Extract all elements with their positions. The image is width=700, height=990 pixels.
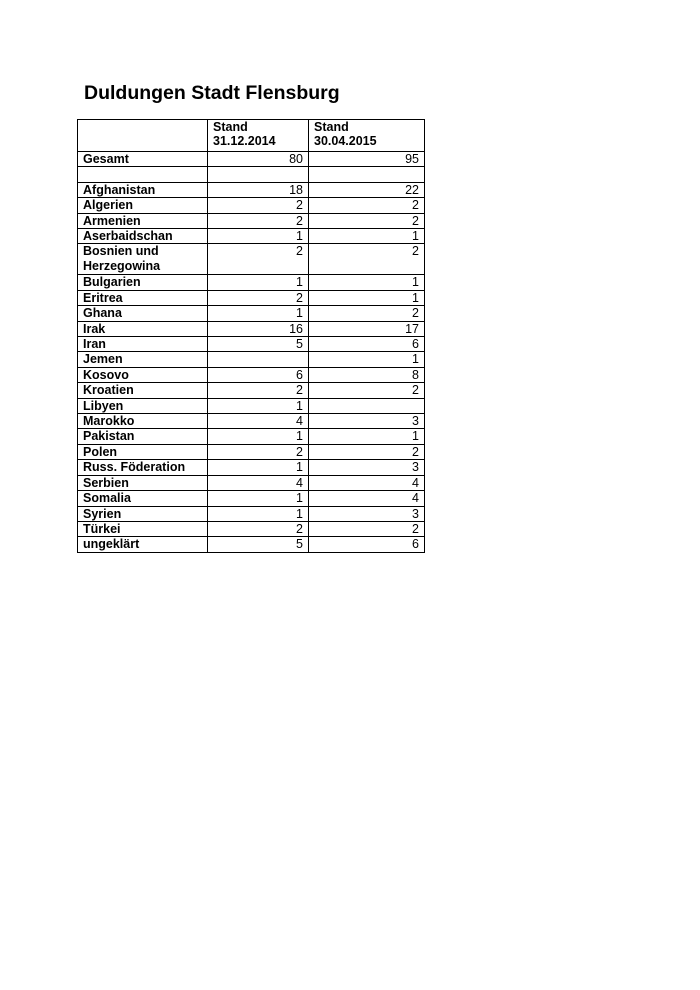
value-2015: 2 [309,306,425,321]
value-2015: 1 [309,429,425,444]
spacer-row [78,167,425,182]
value-2015: 1 [309,290,425,305]
table-row [78,306,425,321]
value-2014: 1 [208,460,309,475]
value-2014: 6 [208,367,309,382]
table-row [78,537,425,552]
value-2015: 1 [309,352,425,367]
value-2014: 18 [208,182,309,197]
header-stand-2015-line2: 30.04.2015 [314,134,377,149]
value-2014: 5 [208,337,309,352]
value-2015: 3 [309,414,425,429]
country-label: Polen [78,444,208,459]
value-2015: 3 [309,506,425,521]
value-2014: 1 [208,506,309,521]
value-2014: 1 [208,229,309,244]
country-label: Irak [78,321,208,336]
table-row [78,460,425,475]
table-row [78,398,425,413]
value-2014: 1 [208,306,309,321]
country-label: Libyen [78,398,208,413]
table-header-row [78,120,425,152]
value-2015: 4 [309,491,425,506]
total-label: Gesamt [78,152,208,167]
total-row [78,152,425,167]
duldungen-table [77,119,425,553]
header-stand-2014 [208,120,309,152]
table-row [78,321,425,336]
value-2014: 1 [208,398,309,413]
country-label: Marokko [78,414,208,429]
table-row [78,244,425,275]
value-2015: 2 [309,444,425,459]
value-2015: 1 [309,229,425,244]
country-label: Iran [78,337,208,352]
value-2014: 4 [208,475,309,490]
country-label: Afghanistan [78,182,208,197]
country-label: Kosovo [78,367,208,382]
country-label: Eritrea [78,290,208,305]
value-2015: 2 [309,244,425,275]
table-row [78,491,425,506]
value-2015: 2 [309,198,425,213]
value-2015: 2 [309,521,425,536]
table-row [78,475,425,490]
value-2015: 17 [309,321,425,336]
value-2014: 2 [208,444,309,459]
country-label: Aserbaidschan [78,229,208,244]
table-row [78,506,425,521]
country-label: Serbien [78,475,208,490]
value-2015: 2 [309,383,425,398]
value-2014: 2 [208,521,309,536]
country-label: Russ. Föderation [78,460,208,475]
country-label: Algerien [78,198,208,213]
value-2014: 2 [208,213,309,228]
country-label: Bosnien und Herzegowina [78,244,208,275]
value-2014 [208,352,309,367]
table-row [78,429,425,444]
value-2014: 16 [208,321,309,336]
table-row [78,275,425,290]
value-2014: 2 [208,290,309,305]
total-2014: 80 [208,152,309,167]
country-label: Syrien [78,506,208,521]
table-row [78,290,425,305]
table-row [78,337,425,352]
value-2014: 1 [208,429,309,444]
value-2014: 2 [208,198,309,213]
spacer-cell [78,167,208,182]
header-stand-2015-line1: Stand [314,120,349,134]
spacer-cell [208,167,309,182]
header-stand-2014-line2: 31.12.2014 [213,134,276,149]
value-2014: 4 [208,414,309,429]
table-row [78,521,425,536]
country-label: Bulgarien [78,275,208,290]
table-row [78,182,425,197]
country-label: Somalia [78,491,208,506]
value-2014: 1 [208,491,309,506]
header-empty-cell [78,120,208,152]
country-label: Ghana [78,306,208,321]
document-title: Duldungen Stadt Flensburg [84,82,340,104]
table-row [78,367,425,382]
value-2014: 1 [208,275,309,290]
value-2014: 2 [208,383,309,398]
table-row [78,444,425,459]
value-2015: 3 [309,460,425,475]
country-label: Jemen [78,352,208,367]
country-label: Armenien [78,213,208,228]
header-stand-2015 [309,120,425,152]
country-label: Pakistan [78,429,208,444]
header-stand-2014-line1: Stand [213,120,248,134]
table-row [78,352,425,367]
value-2015: 22 [309,182,425,197]
table-row [78,383,425,398]
country-label: Türkei [78,521,208,536]
value-2015: 2 [309,213,425,228]
table-row [78,213,425,228]
value-2015: 8 [309,367,425,382]
value-2015: 6 [309,537,425,552]
value-2014: 2 [208,244,309,275]
table-row [78,229,425,244]
total-2015: 95 [309,152,425,167]
country-label: Kroatien [78,383,208,398]
value-2015: 4 [309,475,425,490]
spacer-cell [309,167,425,182]
country-label: ungeklärt [78,537,208,552]
table-row [78,198,425,213]
value-2015 [309,398,425,413]
table-row [78,414,425,429]
value-2014: 5 [208,537,309,552]
value-2015: 1 [309,275,425,290]
value-2015: 6 [309,337,425,352]
